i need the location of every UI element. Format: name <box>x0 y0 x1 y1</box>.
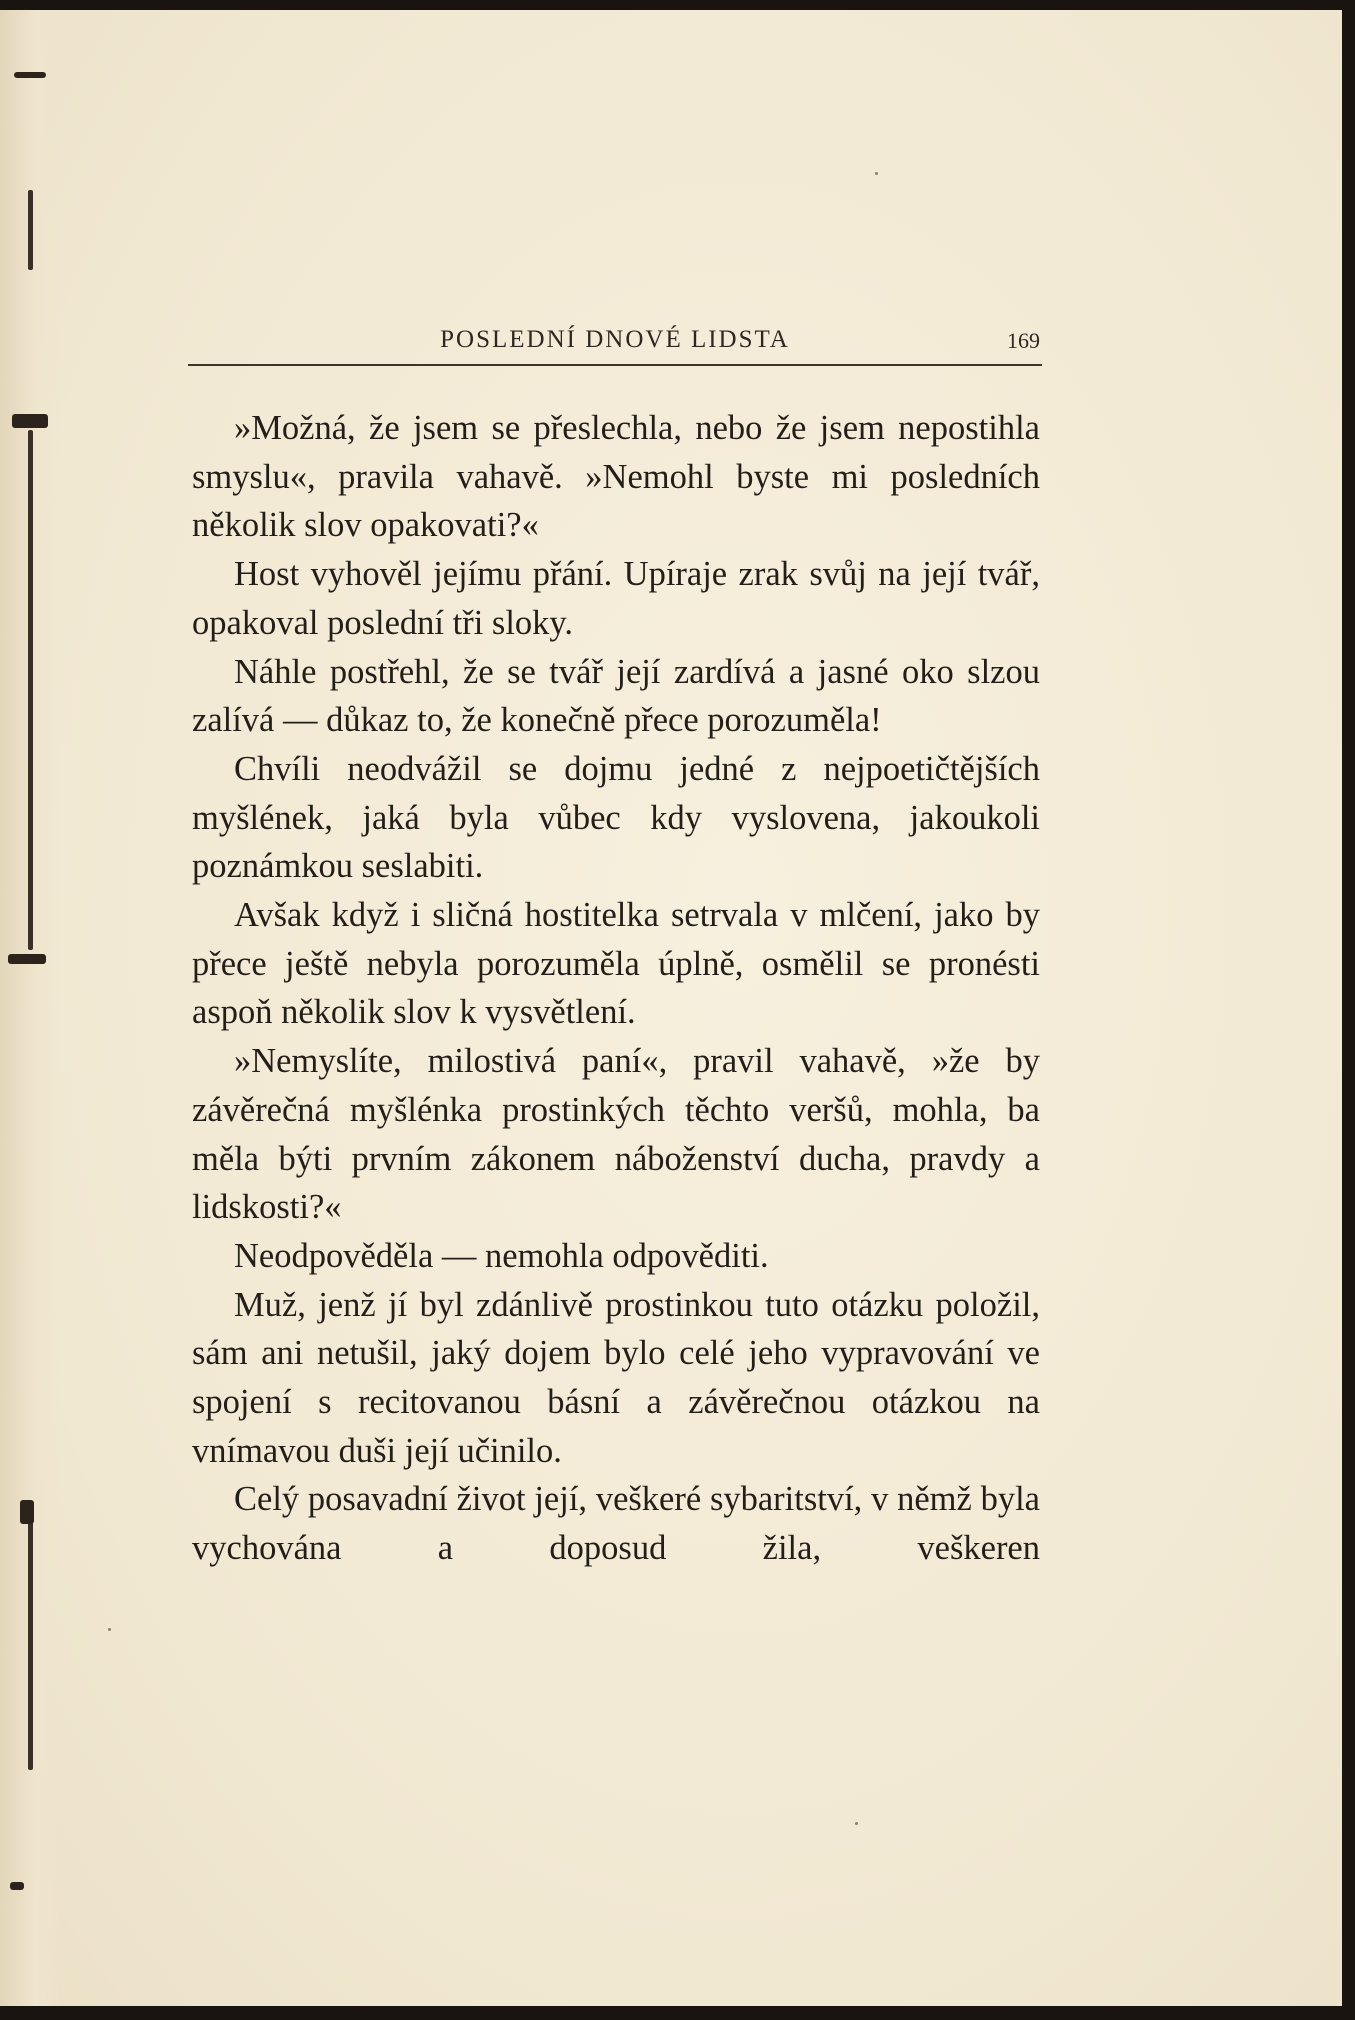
paper-speck <box>108 1628 111 1631</box>
paragraph: Muž, jenž jí byl zdánlivě prostinkou tuto otázku položil, sám ani netušil, jaký dojem bylo celé jeho vypravování ve spojení s recitovanou básní a závěrečnou otázkou na vnímavou duši její učinilo. <box>192 1285 1040 1470</box>
paragraph: »Možná, že jsem se přeslechla, nebo že jsem nepostihla smyslu«, pravila vahavě. »Nemohl byste mi posledních několik slov opakovati?« <box>192 409 1040 545</box>
page-number: 169 <box>1007 328 1040 353</box>
running-title: POSLEDNÍ DNOVÉ LIDSTA <box>440 326 790 353</box>
binding-mark <box>14 72 46 78</box>
body-text <box>192 404 1040 1573</box>
paragraph: Avšak když i sličná hostitelka setrvala v mlčení, jako by přece ještě nebyla porozuměla úplně, osmělil se pronésti aspoň několik slov k vysvětlení. <box>192 896 1040 1032</box>
paragraph: Host vyhověl jejímu přání. Upíraje zrak svůj na její tvář, opakoval poslední tři sloky. <box>192 555 1040 642</box>
binding-mark <box>20 1500 34 1524</box>
paragraph: »Nemyslíte, milostivá paní«, pravil vahavě, »že by závěrečná myšlénka prostinkých těchto veršů, mohla, ba měla býti prvním zákonem náboženství ducha, pravdy a lidskosti?« <box>192 1042 1040 1227</box>
binding-mark <box>12 414 48 428</box>
page-gutter <box>0 10 60 2006</box>
paper-speck <box>875 172 878 175</box>
book-page <box>0 10 1342 2006</box>
paper-speck <box>855 1822 858 1825</box>
paragraph: Náhle postřehl, že se tvář její zardívá a jasné oko slzou zalívá — důkaz to, že konečně přece porozuměla! <box>192 652 1040 740</box>
binding-mark <box>28 430 33 950</box>
paragraph: Neodpověděla — nemohla odpověditi. <box>234 1236 769 1275</box>
binding-mark <box>28 1510 33 1770</box>
binding-mark <box>8 954 46 964</box>
paragraph: Celý posavadní život její, veškeré sybaritství, v němž byla vychována a doposud žila, veškeren <box>192 1480 1040 1568</box>
paragraph: Chvíli neodvážil se dojmu jedné z nejpoetičtějších myšlének, jaká byla vůbec kdy vyslovena, jakoukoli poznámkou seslabiti. <box>192 749 1040 886</box>
binding-mark <box>10 1882 24 1890</box>
binding-mark <box>28 190 33 270</box>
running-header <box>188 320 1042 366</box>
